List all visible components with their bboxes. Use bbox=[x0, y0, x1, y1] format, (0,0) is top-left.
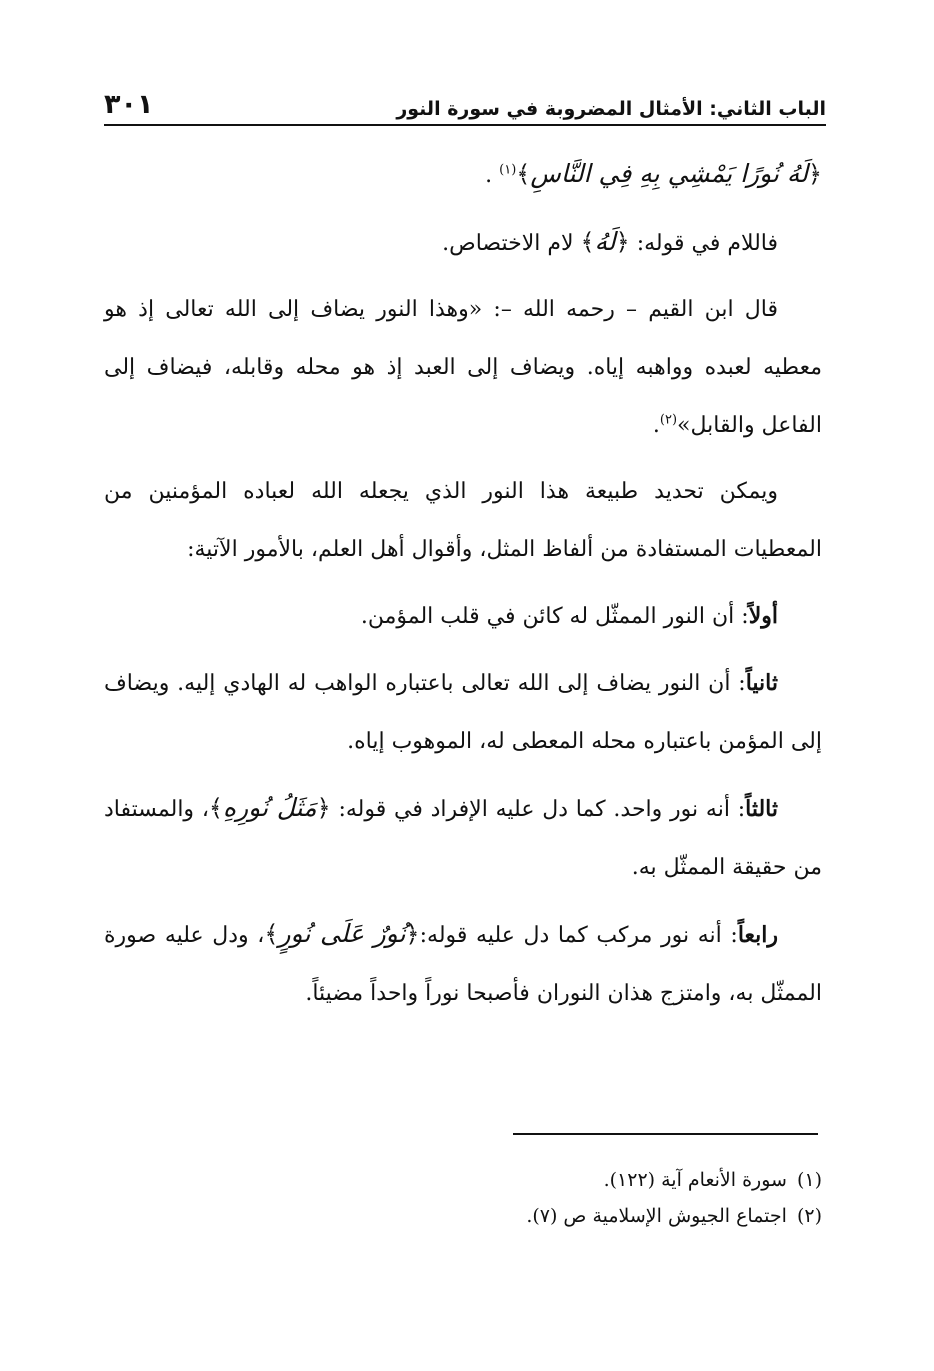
running-title: الباب الثاني: الأمثال المضروبة في سورة النور bbox=[396, 98, 826, 120]
verse-line: ﴿لَهُ نُورًا يَمْشِي بِهِ فِي النَّاسِ﴾$^{(١)}$ . bbox=[485, 159, 822, 188]
intro-paragraph: ويمكن تحديد طبيعة هذا النور الذي يجعله الله لعباده المؤمنين من المعطيات المستفادة من ألفاظ المثل، وأقوال أهل العلم، بالأمور الآتية: bbox=[104, 479, 822, 562]
page-body bbox=[104, 145, 822, 1023]
footnote-rule bbox=[513, 1133, 818, 1135]
point-fourth: رابعاً: أنه نور مركب كما دل عليه قوله:﴿نُورٌ عَلَى نُورٍ﴾، ودل عليه صورة الممثّل به، وامتزج هذان النوران فأصبحا نوراً واحداً مضيئاً. bbox=[104, 919, 822, 1006]
point-first: أولاً: أن النور الممثّل له كائن في قلب المؤمن. bbox=[360, 603, 778, 629]
footnote-ref: (١) bbox=[499, 162, 517, 178]
lam-paragraph: فاللام في قوله: ﴿لَهُ﴾ لام الاختصاص. bbox=[442, 227, 778, 256]
footnotes bbox=[104, 1162, 822, 1234]
page-number: ٣٠١ bbox=[104, 89, 154, 120]
header-rule bbox=[104, 124, 826, 126]
quran-verse: نُورٌ عَلَى نُورٍ bbox=[278, 919, 406, 948]
quran-verse: لَهُ نُورًا يَمْشِي بِهِ فِي النَّاسِ bbox=[530, 159, 808, 188]
ibn-qayyim-quote: قال ابن القيم – رحمه الله –: «وهذا النور يضاف إلى الله تعالى إذ هو معطيه لعبده وواهبه إياه. ويضاف إلى العبد إذ هو محله وقابله، فيضاف إلى الفاعل والقابل»$^{(٢)}$. bbox=[104, 297, 822, 438]
footnote-item: (١) سورة الأنعام آية (١٢٢). bbox=[603, 1169, 822, 1191]
point-second: ثانياً: أن النور يضاف إلى الله تعالى باعتباره الواهب له الهادي إليه. ويضاف إلى المؤمن باعتباره محله المعطى له، الموهوب إياه. bbox=[104, 670, 822, 754]
footnote-ref: (٢) bbox=[659, 412, 678, 428]
quran-verse: مَثَلُ نُورِهِ bbox=[222, 793, 317, 822]
point-third: ثالثاً: أنه نور واحد. كما دل عليه الإفراد في قوله: ﴿مَثَلُ نُورِهِ﴾، والمستفاد من حقيقة الممثّل به. bbox=[104, 793, 822, 880]
quran-word: لَهُ bbox=[594, 227, 616, 256]
footnote-item: (٢) اجتماع الجيوش الإسلامية ص (٧). bbox=[526, 1205, 822, 1227]
page-header bbox=[104, 84, 826, 120]
